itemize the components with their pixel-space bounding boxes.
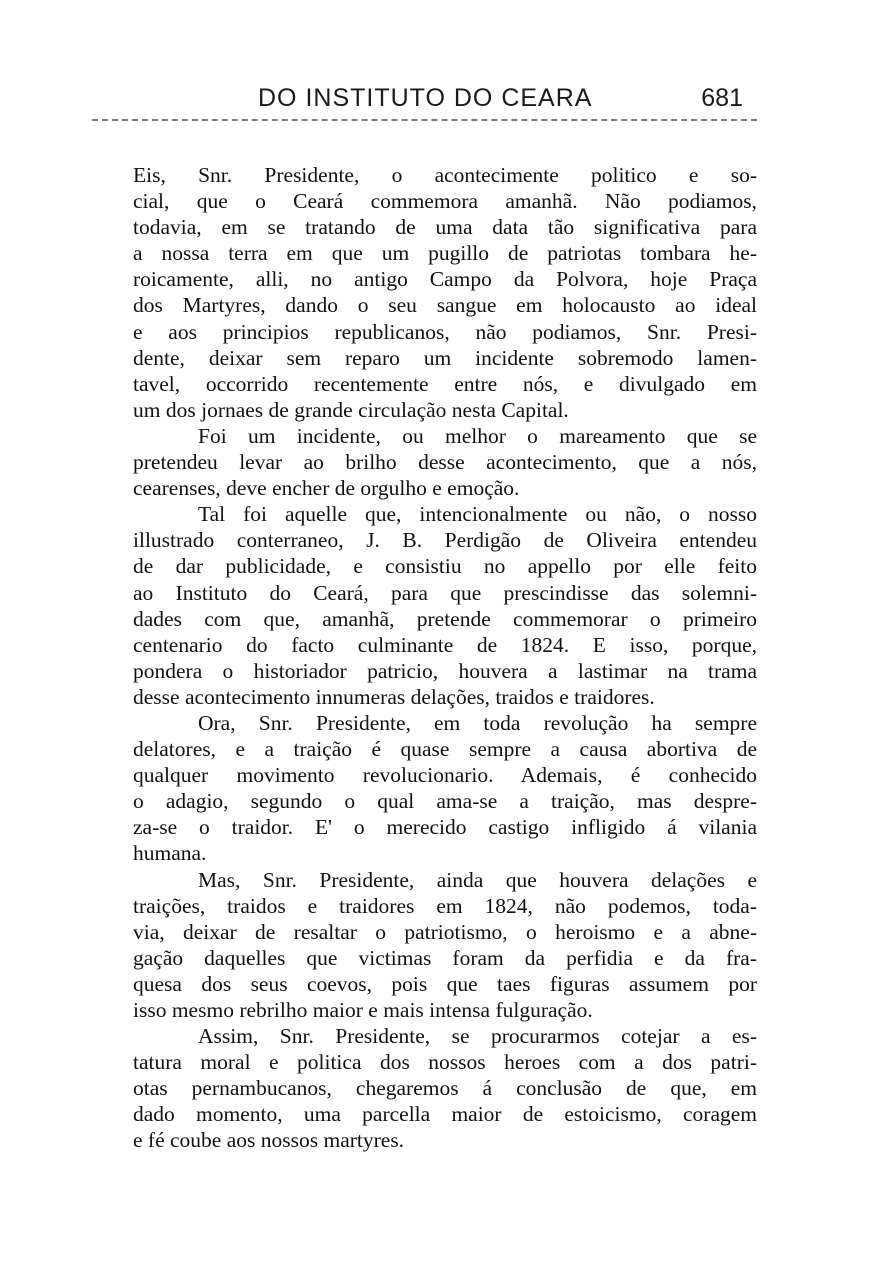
text-line: de dar publicidade, e consistiu no appello por elle feito: [133, 554, 757, 579]
text-line: Mas, Snr. Presidente, ainda que houvera delações e: [198, 867, 757, 892]
text-line: isso mesmo rebrilho maior e mais intensa fulguração.: [133, 998, 593, 1022]
text-line: e fé coube aos nossos martyres.: [133, 1128, 405, 1153]
text-line: e aos principios republicanos, não podiamos, Snr. Presi-: [133, 319, 757, 344]
text-line: qualquer movimento revolucionario. Ademais, é conhecido: [133, 763, 757, 788]
text-line: roicamente, alli, no antigo Campo da Polvora, hoje Praça: [133, 267, 757, 292]
text-line: delatores, e a traição é quase sempre a causa abortiva de: [133, 737, 757, 762]
text-line: quesa dos seus coevos, pois que taes figuras assumem por: [133, 971, 757, 996]
text-line: dente, deixar sem reparo um incidente sobremodo lamen-: [133, 345, 757, 370]
text-line: um dos jornaes de grande circulação nesta Capital.: [133, 397, 569, 422]
text-line: illustrado conterraneo, J. B. Perdigão de Oliveira entendeu: [133, 528, 757, 553]
text-line: tatura moral e politica dos nossos heroes com a dos patri-: [133, 1050, 757, 1075]
text-line: a nossa terra em que um pugillo de patriotas tombara he-: [133, 241, 757, 266]
text-line: gação daquelles que victimas foram da perfidia e da fra-: [133, 945, 757, 970]
text-line: cial, que o Ceará commemora amanhã. Não podiamos,: [133, 189, 757, 214]
text-line: traições, traidos e traidores em 1824, não podemos, toda-: [133, 893, 757, 918]
running-title: DO INSTITUTO DO CEARA: [258, 84, 593, 112]
text-line: dos Martyres, dando o seu sangue em holocausto ao ideal: [133, 293, 757, 318]
text-line: Foi um incidente, ou melhor o mareamento que se: [198, 423, 757, 448]
text-line: todavia, em se tratando de uma data tão significativa para: [133, 215, 757, 240]
text-line: pretendeu levar ao brilho desse acontecimento, que a nós,: [133, 450, 757, 475]
text-line: ao Instituto do Ceará, para que prescindisse das solemni-: [133, 580, 757, 605]
text-line: Eis, Snr. Presidente, o acontecimente politico e so-: [133, 163, 757, 187]
text-line: za-se o traidor. E' o merecido castigo infligido á vilania: [133, 815, 757, 840]
text-line: Assim, Snr. Presidente, se procurarmos cotejar a es-: [198, 1024, 757, 1049]
page-number: 681: [701, 84, 743, 112]
text-line: desse acontecimento innumeras delações, traidos e traidores.: [133, 684, 655, 709]
text-line: o adagio, segundo o qual ama-se a traição, mas despre-: [133, 789, 757, 814]
header-rule: [92, 119, 757, 121]
text-line: dades com que, amanhã, pretende commemorar o primeiro: [133, 606, 757, 631]
text-line: Ora, Snr. Presidente, em toda revolução ha sempre: [198, 710, 757, 735]
text-line: centenario do facto culminante de 1824. E isso, porque,: [133, 632, 757, 657]
text-line: otas pernambucanos, chegaremos á conclusão de que, em: [133, 1076, 757, 1101]
text-line: humana.: [133, 841, 207, 866]
text-line: tavel, occorrido recentemente entre nós, e divulgado em: [133, 371, 757, 396]
text-line: Tal foi aquelle que, intencionalmente ou não, o nosso: [198, 502, 757, 527]
text-line: cearenses, deve encher de orgulho e emoção.: [133, 476, 520, 501]
text-line: via, deixar de resaltar o patriotismo, o heroismo e a abne-: [133, 919, 757, 944]
text-line: pondera o historiador patricio, houvera a lastimar na trama: [133, 658, 757, 683]
body-text: [133, 162, 757, 1154]
page-header: [133, 84, 757, 120]
text-line: dado momento, uma parcella maior de estoicismo, coragem: [133, 1102, 757, 1127]
